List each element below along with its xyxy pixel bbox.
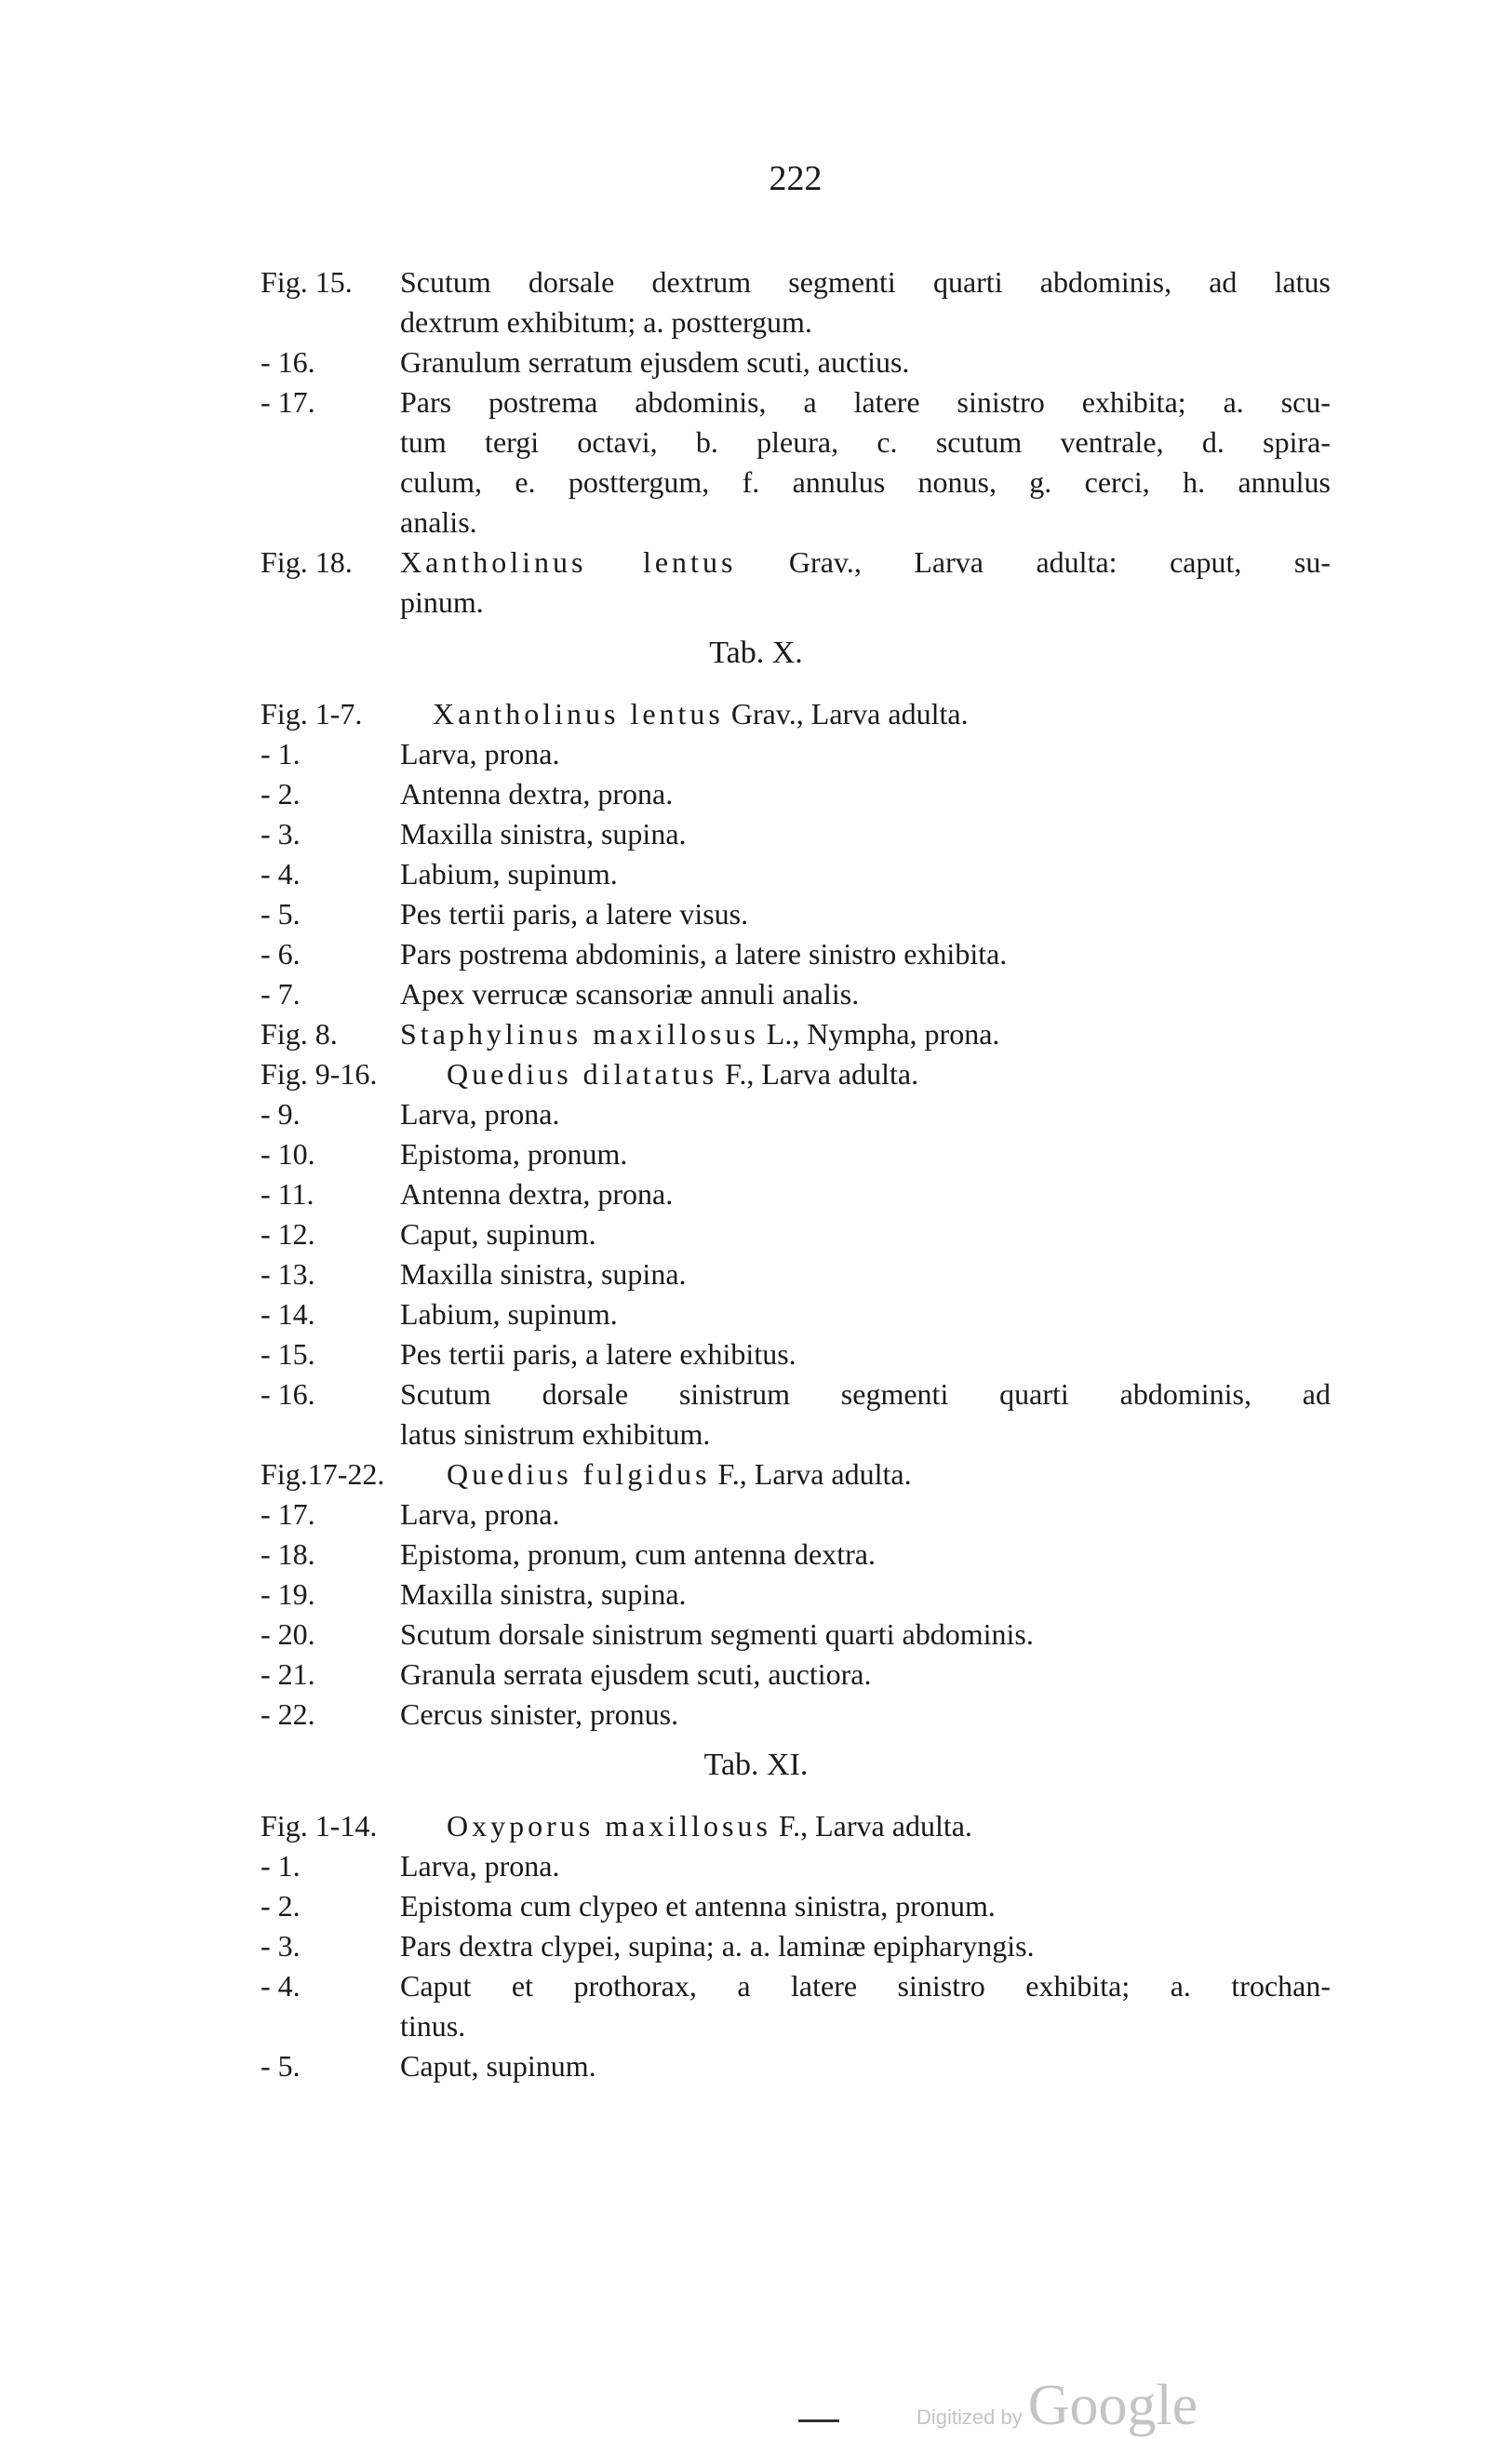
figure-label: - 14. — [261, 1297, 315, 1331]
legend-entry — [261, 262, 1331, 342]
legend-entry — [261, 734, 1331, 774]
legend-entry — [261, 1054, 1331, 1094]
legend-text: Grav., Larva adulta: caput, su- — [736, 545, 1331, 579]
figure-label: - 20. — [261, 1617, 315, 1651]
figure-label: Fig. 1-14. — [261, 1809, 378, 1843]
figure-label: Fig. 9-16. — [261, 1057, 378, 1091]
legend-entry — [261, 543, 1331, 623]
legend-line: Scutum dorsale sinistrum segmenti quarti abdominis. — [400, 1617, 1034, 1651]
legend-entry — [261, 1494, 1331, 1534]
figure-label: - 12. — [261, 1217, 315, 1251]
legend-line: Pars dextra clypei, supina; a. a. laminæ epipharyngis. — [400, 1929, 1035, 1963]
figure-label: - 3. — [261, 817, 301, 851]
legend-entry — [261, 1094, 1331, 1134]
species-name: Oxyporus maxillosus — [447, 1809, 771, 1843]
figure-label: - 10. — [261, 1137, 315, 1171]
table-heading: Tab. XI. — [703, 1748, 809, 1782]
legend-line: Caput, supinum. — [400, 1217, 596, 1251]
figure-label: - 1. — [261, 1849, 301, 1883]
legend-entry — [261, 774, 1331, 814]
legend-line: Scutum dorsale dextrum segmenti quarti abdominis, ad latus — [400, 265, 1331, 299]
legend-entry — [261, 1615, 1331, 1655]
legend-entry — [261, 2046, 1331, 2086]
figure-label: - 16. — [261, 345, 315, 379]
figure-label: - 11. — [261, 1177, 314, 1211]
legend-entry — [261, 1294, 1331, 1334]
legend-entry — [261, 1334, 1331, 1374]
legend-line — [400, 1014, 1331, 1054]
legend-entry — [261, 1966, 1331, 2046]
legend-entry — [261, 1846, 1331, 1886]
figure-label: Fig. 8. — [261, 1017, 338, 1051]
figure-label: - 2. — [261, 1889, 301, 1923]
legend-entry — [261, 1214, 1331, 1254]
legend-line: Maxilla sinistra, supina. — [400, 1577, 687, 1611]
legend-entry — [261, 1806, 1331, 1846]
figure-label: - 1. — [261, 737, 301, 771]
figure-label: Fig. 15. — [261, 265, 353, 299]
legend-line: Labium, supinum. — [400, 1297, 618, 1331]
figure-label: - 16. — [261, 1377, 315, 1411]
legend-line: culum, e. posttergum, f. annulus nonus, g. cerci, h. annulus — [400, 465, 1331, 499]
legend-entry — [261, 1534, 1331, 1575]
legend-entry — [261, 1374, 1331, 1454]
legend-line: Maxilla sinistra, supina. — [400, 1257, 687, 1291]
legend-line: Apex verrucæ scansoriæ annuli analis. — [400, 977, 860, 1011]
species-name: Xantholinus lentus — [400, 545, 737, 579]
figure-label: - 5. — [261, 2049, 301, 2083]
figure-label: - 3. — [261, 1929, 301, 1963]
legend-line: Caput et prothorax, a latere sinistro exhibita; a. trochan- — [400, 1969, 1331, 2003]
legend-line: Larva, prona. — [400, 1097, 560, 1131]
legend-entry — [261, 1695, 1331, 1735]
legend-text: F., Larva adulta. — [710, 1457, 912, 1491]
legend-entry — [261, 894, 1331, 934]
figure-label: Fig.17-22. — [261, 1457, 385, 1491]
species-name: Xantholinus lentus — [433, 697, 724, 730]
legend-entry — [261, 1886, 1331, 1926]
legend-line — [447, 1454, 1331, 1494]
figure-label: - 5. — [261, 897, 301, 931]
legend-entry — [261, 974, 1331, 1014]
species-name: Staphylinus maxillosus — [400, 1017, 759, 1051]
legend-entry — [261, 934, 1331, 974]
legend-line: pinum. — [400, 585, 484, 619]
legend-entry — [261, 694, 1331, 734]
figure-label: - 21. — [261, 1657, 315, 1691]
legend-line: Pes tertii paris, a latere visus. — [400, 897, 749, 931]
legend-line — [433, 694, 1331, 734]
legend-text: F., Larva adulta. — [717, 1057, 919, 1091]
figure-label: - 17. — [261, 1497, 315, 1531]
figure-label: - 22. — [261, 1697, 315, 1731]
legend-line: Pes tertii paris, a latere exhibitus. — [400, 1337, 796, 1371]
figure-label: - 4. — [261, 857, 301, 891]
figure-label: - 17. — [261, 385, 315, 419]
legend-line: Caput, supinum. — [400, 2049, 596, 2083]
legend-entry — [261, 342, 1331, 382]
legend-line — [447, 1806, 1331, 1846]
figure-label: - 13. — [261, 1257, 315, 1291]
legend-line: tinus. — [400, 2009, 466, 2043]
table-heading: Tab. X. — [709, 636, 803, 670]
legend-text: F., Larva adulta. — [770, 1809, 972, 1843]
figure-label: Fig. 1-7. — [261, 697, 363, 730]
legend-line: dextrum exhibitum; a. posttergum. — [400, 305, 812, 339]
legend-entry — [261, 854, 1331, 894]
legend-entry — [261, 1575, 1331, 1615]
legend-entry — [261, 1454, 1331, 1494]
legend-line: Scutum dorsale sinistrum segmenti quarti abdominis, ad — [400, 1377, 1331, 1411]
bottom-rule — [798, 2419, 839, 2422]
legend-line: Larva, prona. — [400, 1849, 560, 1883]
legend-line: latus sinistrum exhibitum. — [400, 1417, 711, 1451]
legend-entry — [261, 1254, 1331, 1294]
legend-entry — [261, 1926, 1331, 1966]
legend-line — [400, 543, 1331, 583]
page-number: 222 — [769, 159, 823, 198]
figure-label: - 15. — [261, 1337, 315, 1371]
legend-entry — [261, 814, 1331, 854]
figure-label: - 2. — [261, 777, 301, 811]
figure-label: - 6. — [261, 937, 301, 971]
legend-line: tum tergi octavi, b. pleura, c. scutum ventrale, d. spira- — [400, 425, 1331, 459]
species-name: Quedius dilatatus — [447, 1057, 718, 1091]
figure-label: - 9. — [261, 1097, 301, 1131]
legend-line: Antenna dextra, prona. — [400, 1177, 674, 1211]
legend-entry — [261, 1134, 1331, 1174]
legend-line: Pars postrema abdominis, a latere sinistro exhibita; a. scu- — [400, 385, 1331, 419]
figure-label: - 19. — [261, 1577, 315, 1611]
legend-entry — [261, 1174, 1331, 1214]
watermark-prefix: Digitized by — [917, 2405, 1023, 2429]
legend-line: Larva, prona. — [400, 1497, 560, 1531]
legend-line: Epistoma, pronum. — [400, 1137, 628, 1171]
legend-line: Cercus sinister, pronus. — [400, 1697, 679, 1731]
figure-label: - 7. — [261, 977, 301, 1011]
legend-text: L., Nympha, prona. — [758, 1017, 1000, 1051]
figure-label: - 18. — [261, 1537, 315, 1571]
legend-text: Grav., Larva adulta. — [723, 697, 969, 730]
legend-line: Epistoma cum clypeo et antenna sinistra, pronum. — [400, 1889, 996, 1923]
legend-entry — [261, 382, 1331, 543]
figure-label: Fig. 18. — [261, 545, 353, 579]
legend-entry — [261, 1014, 1331, 1054]
legend-line: Maxilla sinistra, supina. — [400, 817, 687, 851]
legend-entry — [261, 1655, 1331, 1695]
figure-label: - 4. — [261, 1969, 301, 2003]
watermark-brand: Google — [1027, 2374, 1198, 2437]
legend-line: Larva, prona. — [400, 737, 560, 771]
legend-line: Labium, supinum. — [400, 857, 618, 891]
legend-line — [447, 1054, 1331, 1094]
legend-line: Antenna dextra, prona. — [400, 777, 674, 811]
legend-line: Epistoma, pronum, cum antenna dextra. — [400, 1537, 876, 1571]
digitized-watermark — [917, 2373, 1198, 2439]
legend-line: Granulum serratum ejusdem scuti, auctius. — [400, 345, 910, 379]
legend-line: Granula serrata ejusdem scuti, auctiora. — [400, 1657, 872, 1691]
legend-line: analis. — [400, 505, 477, 539]
legend-line: Pars postrema abdominis, a latere sinistro exhibita. — [400, 937, 1008, 971]
species-name: Quedius fulgidus — [447, 1457, 711, 1491]
